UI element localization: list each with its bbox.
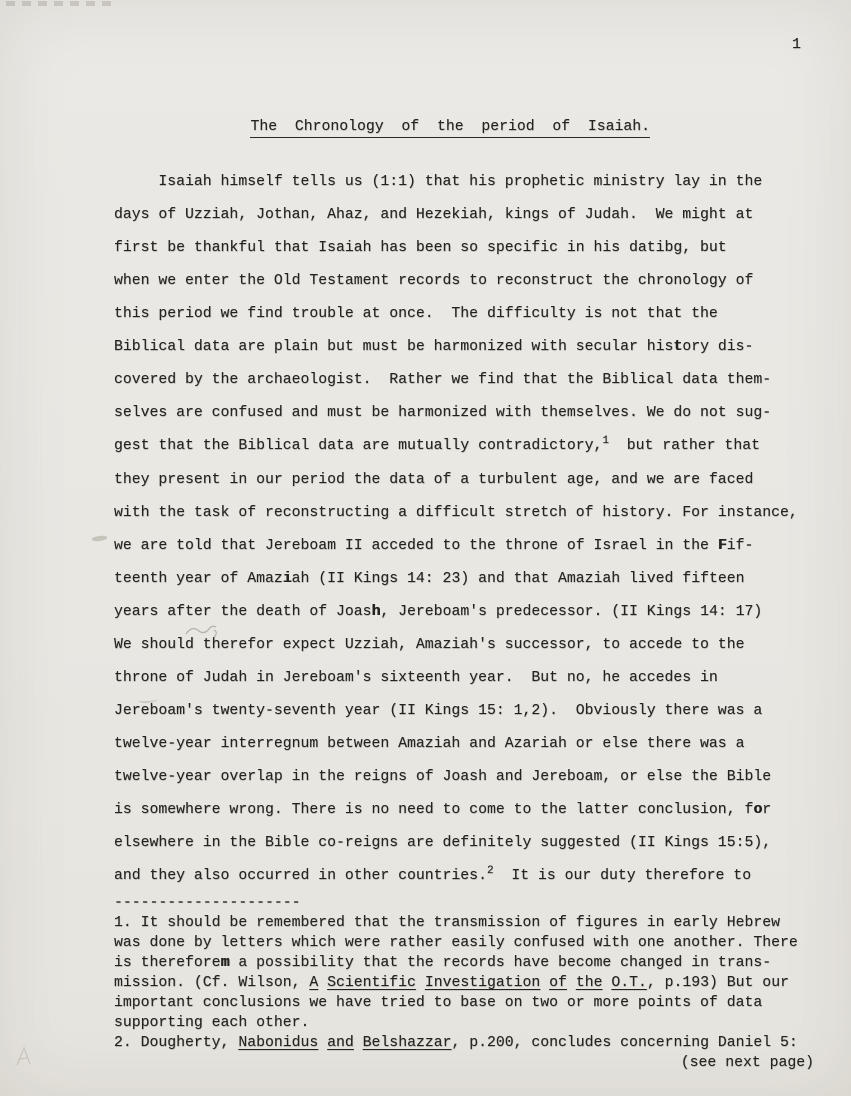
body-line: this period we find trouble at once. The difficulty is not that the [114,306,718,322]
body-line: covered by the archaeologist. Rather we find that the Biblical data them- [114,372,772,388]
footnote-line: (see next page) [680,1055,814,1071]
footnote-line: --------------------- [114,895,301,911]
footnote-line: mission. (Cf. Wilson, A Scientific Investigation of the O.T., p.193) But our [114,975,789,991]
body-line: days of Uzziah, Jothan, Ahaz, and Hezekiah, kings of Judah. We might at [114,207,754,223]
body-line: selves are confused and must be harmonized with themselves. We do not sug- [114,405,772,421]
page-number: 1 [792,36,802,53]
body-line: when we enter the Old Testament records to reconstruct the chronology of [114,273,754,289]
body-line: Jereboam's twenty-seventh year (II Kings 15: 1,2). Obviously there was a [114,703,763,719]
body-line: gest that the Biblical data are mutually contradictory,$^1$ but rather that [114,435,760,454]
document-title [0,103,851,154]
body-line: twelve-year overlap in the reigns of Joash and Jereboam, or else the Bible [114,769,772,785]
footnote-text [114,893,814,1073]
body-line: we are told that Jereboam II acceded to the throne of Israel in the Fif- [114,538,754,554]
footnote-line: important conclusions we have tried to base on two or more points of data [114,995,763,1011]
footnote-line: 1. It should be remembered that the transmission of figures in early Hebrew [114,915,780,931]
footnote-line: supporting each other. [114,1015,310,1031]
footnote-line: 2. Dougherty, Nabonidus and Belshazzar, p.200, concludes concerning Daniel 5: [114,1035,798,1051]
body-line: Isaiah himself tells us (1:1) that his prophetic ministry lay in the [114,174,763,190]
body-line: is somewhere wrong. There is no need to come to the latter conclusion, for [114,802,772,818]
footnote-line: was done by letters which were rather easily confused with one another. There [114,935,798,951]
body-line: teenth year of Amaziah (II Kings 14: 23) and that Amaziah lived fifteen [114,571,745,587]
body-text [114,166,826,894]
body-line: and they also occurred in other countries.$^2$ It is our duty therefore to [114,865,752,884]
body-line: throne of Judah in Jereboam's sixteenth year. But no, he accedes in [114,670,718,686]
body-line: Biblical data are plain but must be harmonized with secular history dis- [114,339,754,355]
body-line: elsewhere in the Bible co-reigns are definitely suggested (II Kings 15:5), [114,835,772,851]
body-line: We should therefor expect Uzziah, Amaziah's successor, to accede to the [114,637,745,653]
body-line: they present in our period the data of a turbulent age, and we are faced [114,472,754,488]
body-line: twelve-year interregnum between Amaziah and Azariah or else there was a [114,736,745,752]
margin-smudge-mark [92,535,107,542]
corner-pencil-mark [14,1044,36,1073]
footnote-line: is thereforem a possibility that the records have become changed in trans- [114,955,772,971]
body-line: years after the death of Joash, Jereboam's predecessor. (II Kings 14: 17) [114,604,763,620]
body-line: with the task of reconstructing a difficult stretch of history. For instance, [114,505,798,521]
document-title-text: The Chronology of the period of Isaiah. [250,119,650,138]
body-line: first be thankful that Isaiah has been so specific in his datibg, but [114,240,727,256]
scan-edge-marks [6,1,116,6]
